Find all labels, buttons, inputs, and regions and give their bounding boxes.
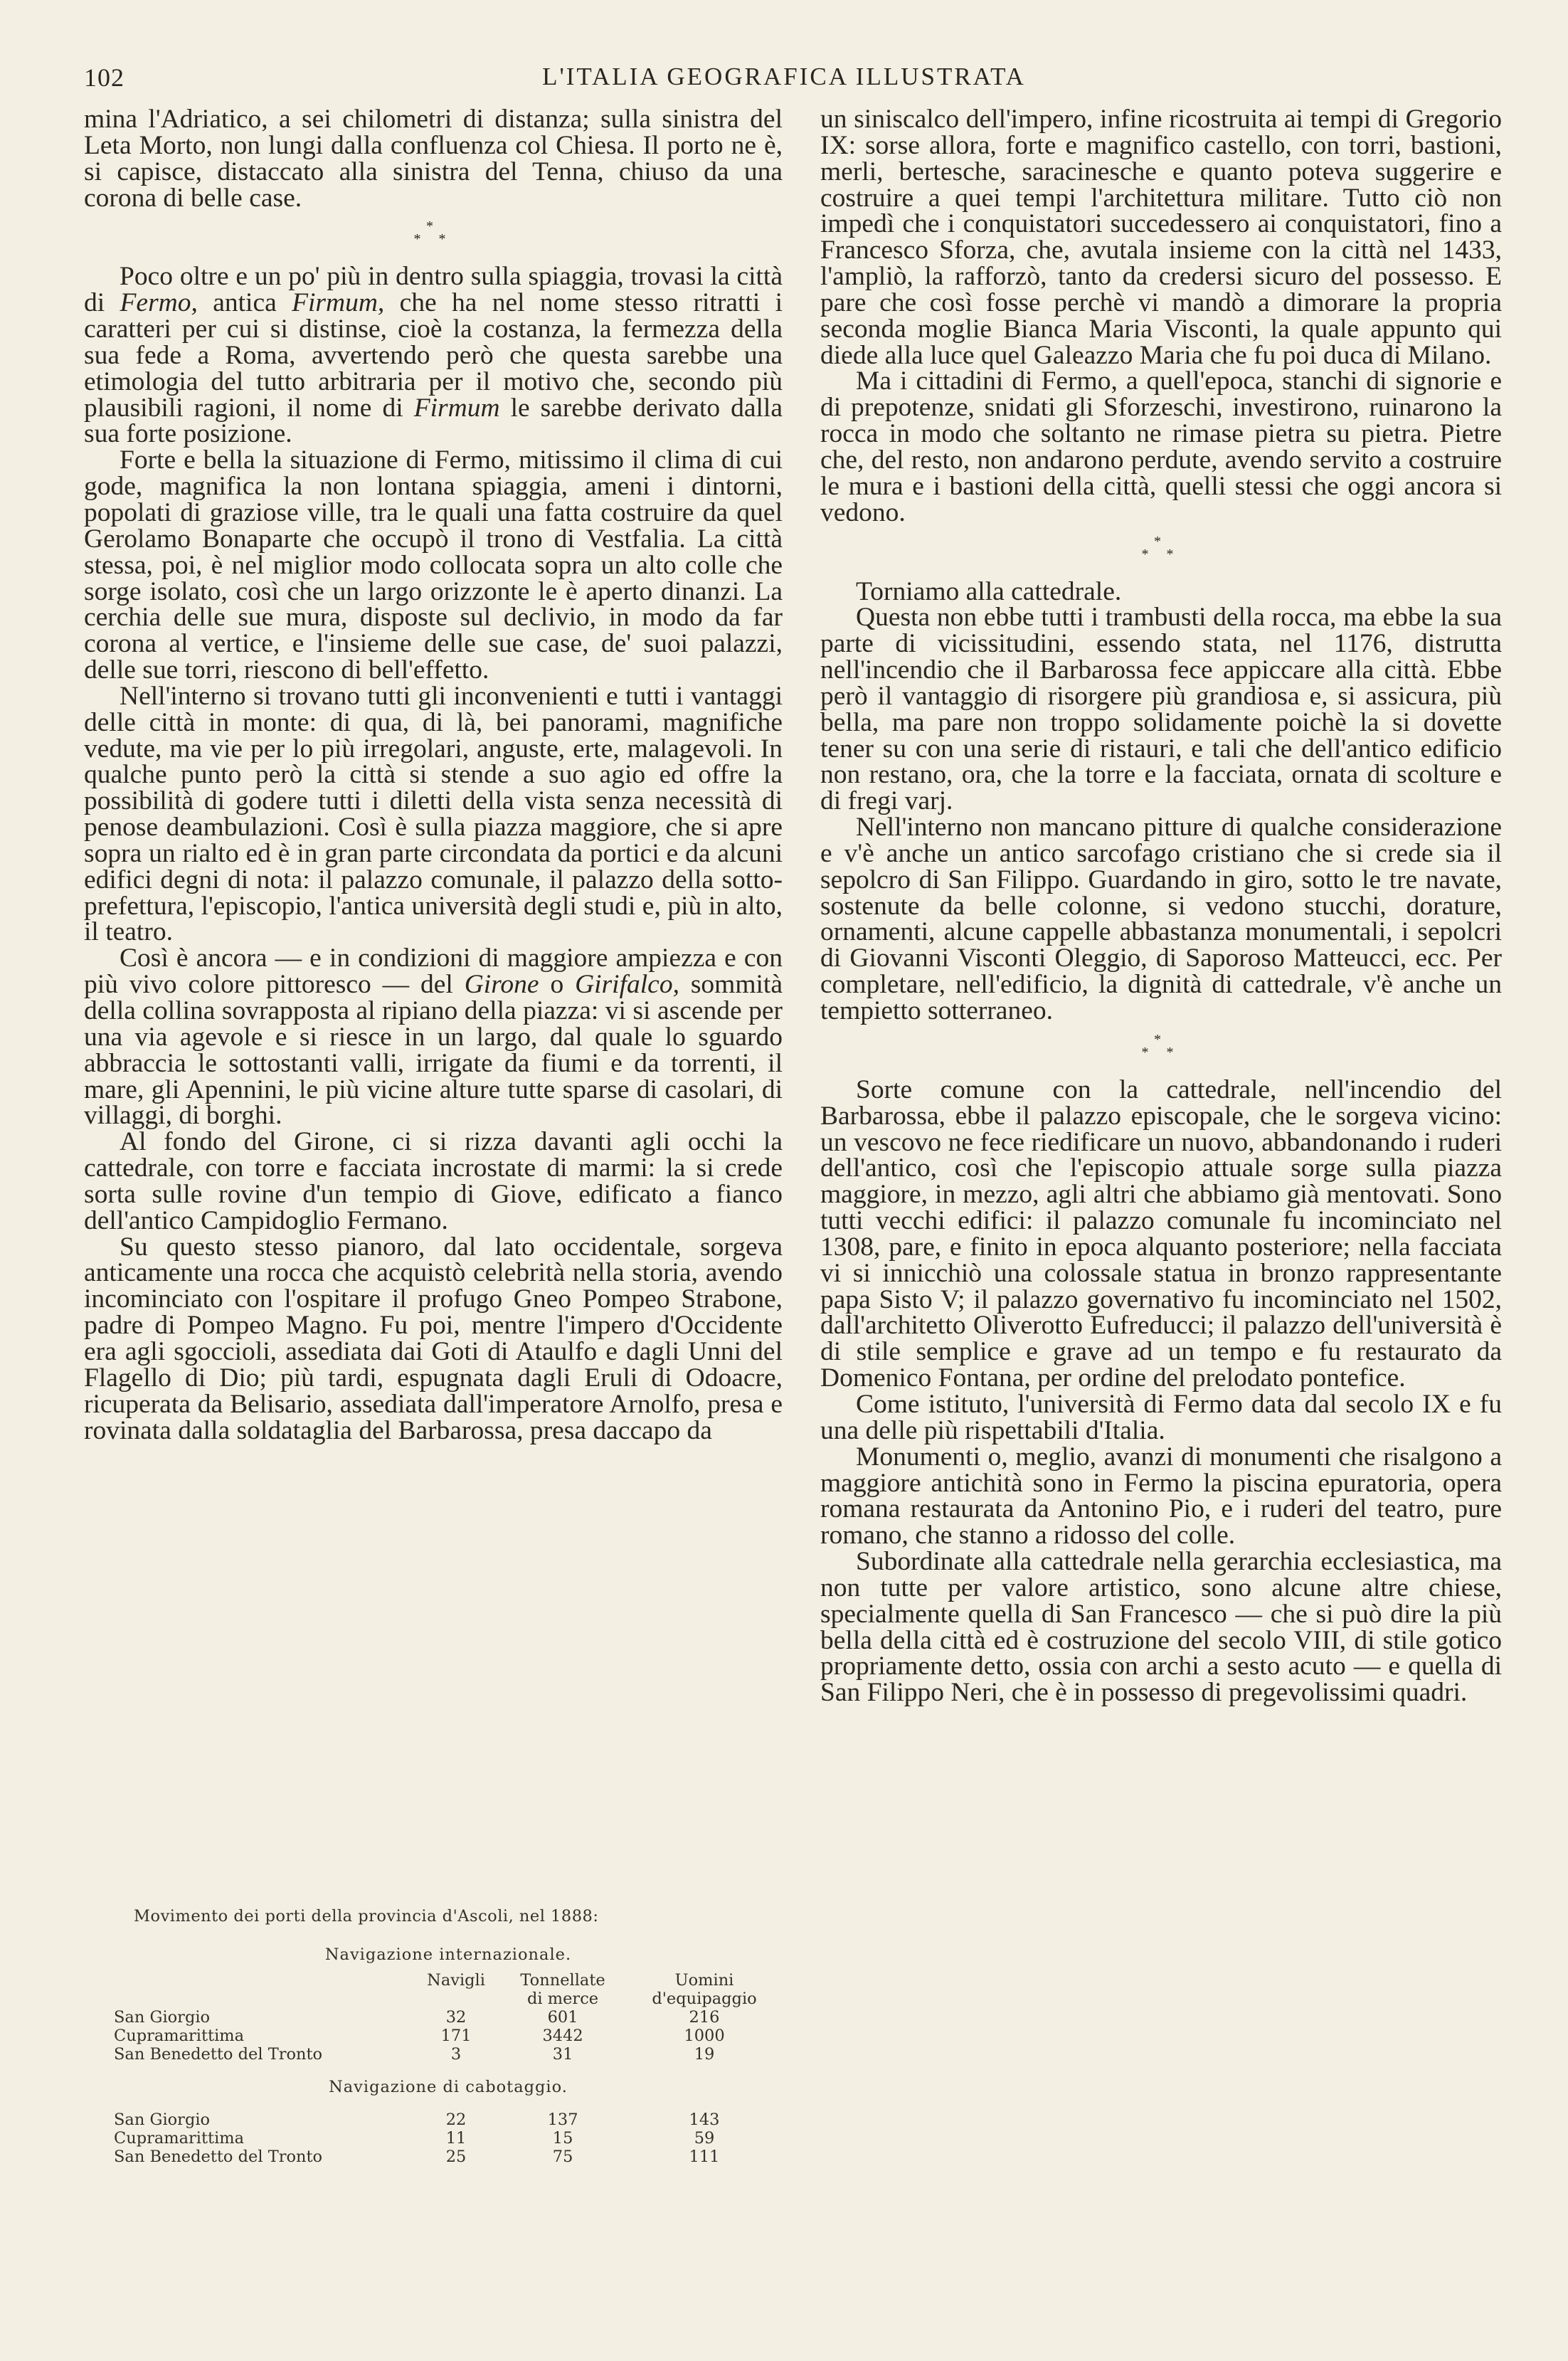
header-uomini-label: Uomini [674,1971,734,1990]
table-row [114,2045,783,2064]
text-run: che ha nel nome stesso ritratti i caratteri per cui si distinse, cioè la costanza, la fermezza della sua fede a Roma, avvertendo però che questa sarebbe una etimologia del tutto arbitraria per il motivo che, secondo più plausibili ragioni, il nome di [84,288,783,423]
paragraph: Monumenti o, meglio, avanzi di monumenti che risalgono a maggiore antichità sono in Fermo la piscina epuratoria, opera romana restaurata da Antonino Pio, e i ruderi del teatro, pure romano, che stanno a ridosso del colle. [820,1442,1502,1551]
uomini-value: 1000 [684,2027,725,2045]
text-run: Poco oltre e un po' più in dentro sulla spiaggia, trovasi la città di [84,262,783,318]
port-name: San Giorgio [114,2111,211,2129]
text-run: le sarebbe derivato dalla sua forte posizione. [84,393,783,449]
text-run: o [539,970,576,1000]
table-section-row [114,2078,783,2096]
table-row [114,2148,783,2166]
table-row [114,2111,783,2129]
header-tonnellate-label: Tonnellate [520,1971,605,1990]
uomini-value: 111 [689,2148,720,2166]
italic-term: Firmum, [292,288,385,318]
port-name: San Benedetto del Tronto [114,2045,323,2064]
table-title: Movimento dei porti della provincia d'Ascoli, nel 1888: [134,1907,599,1926]
port-statistics-table [114,1907,783,2166]
italic-term: Fermo, [120,288,198,318]
section-spacer [114,2096,783,2111]
navigli-value: 22 [445,2111,467,2129]
paragraph: Subordinate alla cattedrale nella gerarchia ecclesiastica, ma non tutte per valore artistico, sono alcune altre chiese, specialmente quella di San Francesco — che si può dire la più bella della città ed è costruzione del secolo VIII, di stile gotico propriamente detto, ossia con archi a sesto acuto — e quella di San Filippo Neri, che è in possesso di pregevolissimi quadri. [820,1547,1502,1708]
table-row [114,2129,783,2148]
table-section-title: Navigazione di cabotaggio. [329,2078,568,2096]
running-title: L'ITALIA GEOGRAFICA ILLUSTRATA [542,63,1026,90]
asterism-star: * [426,218,440,235]
section-asterism [84,218,783,248]
header-uomini-sub: d'equipaggio [652,1990,757,2008]
header-uomini [626,1971,783,2008]
table-row [114,2027,783,2045]
tonnellate-value: 75 [552,2148,573,2166]
paragraph: Come istituto, l'università di Fermo data dal secolo IX e fu una delle più rispettabili d'Italia. [820,1389,1502,1445]
right-column [820,107,1502,1706]
paragraph: Torniamo alla cattedrale. [856,576,1122,606]
port-name: Cupramarittima [114,2027,245,2045]
paragraph: Nell'interno si trovano tutti gli inconvenienti e tutti i vantaggi delle città in monte: di qua, di là, bei panorami, magnifiche vedute, ma vie per lo più irregolari, anguste, erte, malagevoli. In qualche punto però la città si stende a suo agio ed offre la possibilità di godere tutti i diletti della vista senza necessità di penose deambulazioni. Così è sulla piazza maggiore, che si apre sopra un rialto ed è in gran parte circondata da portici e da alcuni edifici degni di nota: il palazzo comunale, il palazzo della sotto-prefettura, l'episcopio, l'antica università degli studi e, più in alto, il teatro. [84,681,783,947]
statistics-table [114,1971,783,2166]
italic-term: Girone [464,970,539,1000]
paragraph: mina l'Adriatico, a sei chilometri di distanza; sulla sinistra del Leta Morto, non lungi dalla confluenza col Chiesa. Il porto ne è, si capisce, distaccato alla sinistra del Tenna, chiuso da una corona di belle case. [84,105,783,213]
navigli-value: 171 [440,2027,472,2045]
header-blank [114,1971,413,2008]
asterism-stars-pair: * * [1141,546,1181,562]
italic-term: Firmum [413,393,500,423]
port-name: San Giorgio [114,2008,211,2027]
left-column [84,107,783,1444]
navigli-value: 11 [445,2129,467,2148]
paragraph [84,946,783,1129]
header-tonnellate [499,1971,626,2008]
paragraph: Al fondo del Girone, ci si rizza davanti agli occhi la cattedrale, con torre e facciata incrostate di marmi: la si crede sorta sulle rovine d'un tempio di Giove, edificato a fianco dell'antico Campidoglio Fermano. [84,1127,783,1235]
uomini-value: 143 [689,2111,720,2129]
section-spacer [114,2064,783,2078]
asterism-star: * [1154,533,1168,549]
table-row [114,2008,783,2027]
paragraph: Questa non ebbe tutti i trambusti della rocca, ma ebbe la sua parte di vicissitudini, essendo stata, nel 1176, distrutta nell'incendio che il Barbarossa fece appiccare alla città. Ebbe però il vantaggio di risorgere più grandiosa e, si assicura, più bella, ma pare non troppo solidamente poichè la si dovette tener su con una serie di ristauri, e tali che dell'antico edificio non restano, ora, che la torre e la facciata, ornata di scolture e di fregi varj. [820,603,1502,816]
port-name: Cupramarittima [114,2129,245,2148]
tonnellate-value: 601 [547,2008,578,2027]
navigli-value: 32 [445,2008,467,2027]
port-name: San Benedetto del Tronto [114,2148,323,2166]
page-number: 102 [84,63,125,92]
text-run: antica [197,288,292,318]
navigli-value: 3 [450,2045,462,2064]
asterism-star: * [1154,1031,1168,1047]
header-tonnellate-sub: di merce [527,1990,599,2008]
page-header [84,63,1484,98]
uomini-value: 216 [689,2008,720,2027]
header-navigli: Navigli [427,1971,485,1990]
paragraph: Su questo stesso pianoro, dal lato occidentale, sorgeva anticamente una rocca che acquistò celebrità nella storia, avendo incominciato con l'ospitare il profugo Gneo Pompeo Strabone, padre di Pompeo Magno. Fu poi, mentre l'impero d'Occidente era agli sgoccioli, assediata dai Goti di Ataulfo e dagli Unni del Flagello di Dio; più tardi, espugnata dagli Eruli di Odoacre, ricuperata da Belisario, assediata dall'imperatore Arnolfo, presa e rovinata dalla soldataglia del Barbarossa, presa daccapo da [84,1232,783,1445]
asterism-stars-pair: * * [1141,1044,1181,1060]
paragraph [84,264,783,448]
paragraph: Sorte comune con la cattedrale, nell'incendio del Barbarossa, ebbe il palazzo episcopale, che le sorgeva vicino: un vescovo ne fece riedificare un nuovo, abbandonando i ruderi dell'antico, così che l'episcopio attuale sorge sulla piazza maggiore, in mezzo, agli altri che abbiamo già mentovati. Sono tutti vecchi edifici: il palazzo comunale fu incominciato nel 1308, pare, e finito in epoca alquanto posteriore; nella facciata vi si innicchiò una colossale statua in bronzo rappresentante papa Sisto V; il palazzo governativo fu incominciato nel 1502, dall'architetto Oliverotto Eufreducci; il palazzo dell'università è di stile semplice e grave ad un tempo e fu restaurato da Domenico Fontana, per ordine del prelodato pontefice. [820,1074,1502,1393]
tonnellate-value: 137 [547,2111,578,2129]
paragraph: Forte e bella la situazione di Fermo, mitissimo il clima di cui gode, magnifica la non lontana spiaggia, ameni i dintorni, popolati di graziose ville, tra le quali una fatta costruire da quel Gerolamo Bonaparte che occupò il trono di Vestfalia. La città stessa, poi, è nel miglior modo collocata sopra un alto colle che sorge isolato, così che un largo orizzonte le è aperto dinanzi. La cerchia delle sue mura, disposte sul declivio, in modo da far corona al vertice, e l'insieme delle sue case, de' suoi palazzi, delle sue torri, riescono di bell'effetto. [84,445,783,685]
tonnellate-value: 3442 [542,2027,583,2045]
paragraph: Ma i cittadini di Fermo, a quell'epoca, stanchi di signorie e di prepotenze, snidati gli Sforzeschi, investirono, ruinarono la rocca in modo che soltanto ne rimase pietra su pietra. Pietre che, del resto, non andarono perdute, avendo servito a costruire le mura e i bastioni della città, quelli stessi che oggi ancora si vedono. [820,366,1502,527]
italic-term: Girifalco, [575,970,679,1000]
uomini-value: 19 [694,2045,715,2064]
paragraph: Nell'interno non mancano pitture di qualche considerazione e v'è anche un antico sarcofago cristiano che si crede sia il sepolcro di San Filippo. Guardando in giro, sotto le tre navate, sostenute da belle colonne, si vedono stucchi, dorature, ornamenti, alcune cappelle abbastanza monumentali, i sepolcri di Giovanni Visconti Oleggio, di Saporoso Matteucci, ecc. Per completare, nell'edificio, la dignità di cattedrale, v'è anche un tempietto sotterraneo. [820,813,1502,1025]
tonnellate-value: 15 [552,2129,573,2148]
asterism-stars-pair: * * [413,231,453,248]
text-run: Così è ancora — e in condizioni di maggiore ampiezza e con più vivo colore pittoresco — del [84,944,783,1000]
paragraph: un siniscalco dell'impero, infine ricostruita ai tempi di Gregorio IX: sorse allora, forte e magnifico castello, con torri, bastioni, merli, bertesche, saracinesche e quanto poteva suggerire e costruire a quei tempi l'architettura militare. Tutto ciò non impedì che i conquistatori succedessero ai conquistatori, fino a Francesco Sforza, che, avutala insieme con la città nel 1433, l'ampliò, la rafforzò, tanto da credersi sicuro del possesso. E pare che così fosse perchè vi mandò a dimorare la propria seconda moglie Bianca Maria Visconti, la quale appunto qui diede alla luce quel Galeazzo Maria che fu poi duca di Milano. [820,105,1502,370]
table-header-row [114,1971,783,2008]
navigli-value: 25 [445,2148,467,2166]
section-asterism [820,535,1502,561]
table-section-title: Navigazione internazionale. [324,1945,572,1964]
text-run: sommità della collina sovrapposta al ripiano della piazza: vi si ascende per una via agevole e si riesce in un largo, dal quale lo sguardo abbraccia le sottostanti valli, irrigate da fiumi e da torrenti, il mare, gli Apennini, le più vicine alture tutte sparse di casolari, di villaggi, di borghi. [84,970,783,1131]
uomini-value: 59 [694,2129,715,2148]
tonnellate-value: 31 [552,2045,573,2064]
section-asterism [820,1033,1502,1059]
